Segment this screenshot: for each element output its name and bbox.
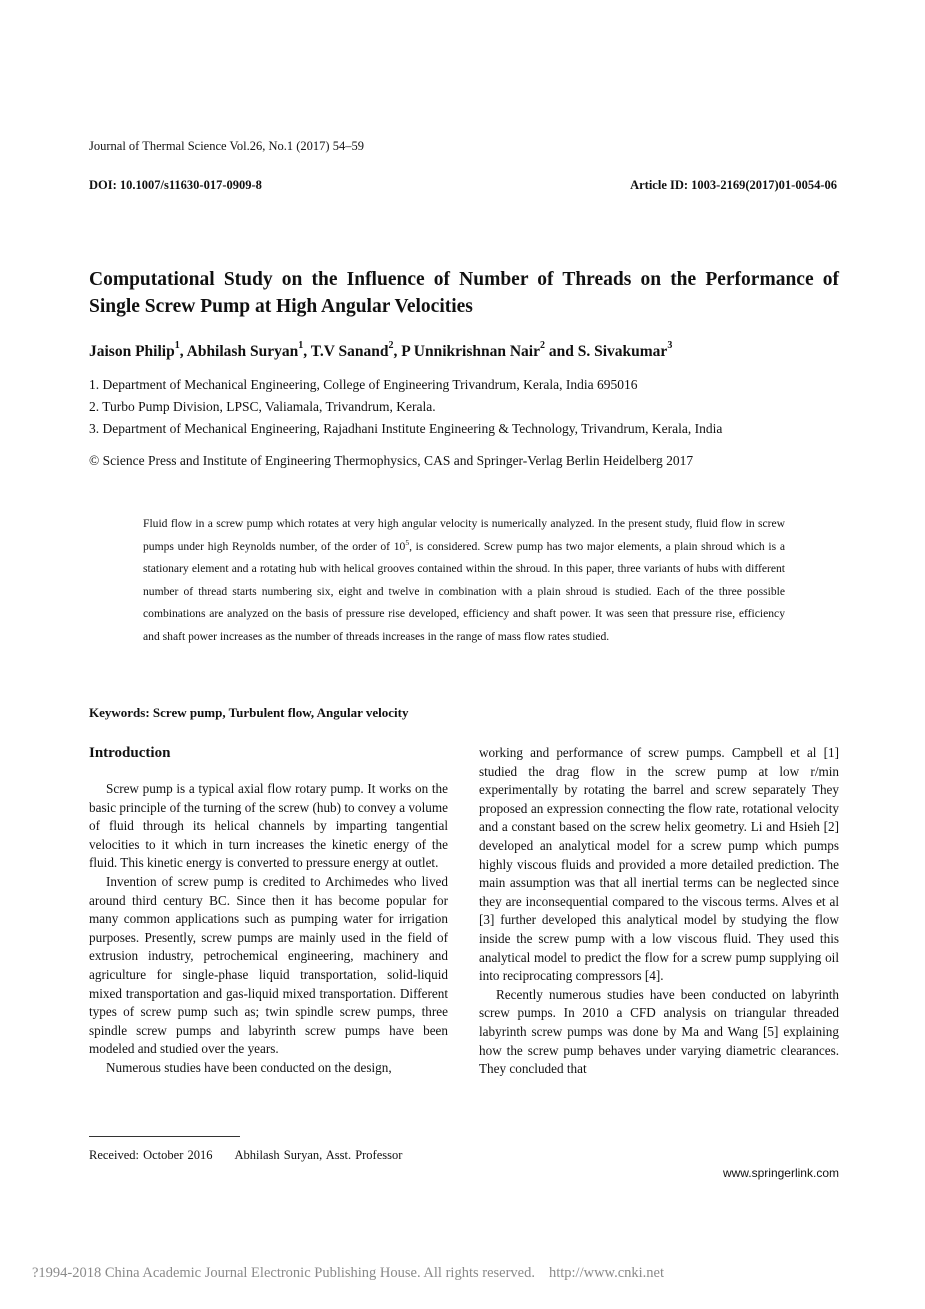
affiliation-item: 3. Department of Mechanical Engineering, Rajadhani Institute Engineering & Technology, Trivandrum, Kerala, India: [89, 421, 723, 436]
doi-label[interactable]: DOI: 10.1007/s11630-017-0909-8: [89, 178, 262, 192]
body-paragraph: Screw pump is a typical axial flow rotary pump. It works on the basic principle of the turning of the screw (hub) to convey a volume of fluid through its helical channels by imparting tangential velocities to it which in turn increases the kinetic energy of the fluid. This kinetic energy is converted to pressure energy at outlet.: [89, 781, 448, 871]
body-paragraph: Numerous studies have been conducted on the design,: [106, 1059, 392, 1075]
cnki-url[interactable]: http://www.cnki.net: [548, 1265, 665, 1281]
copyright-notice: © Science Press and Institute of Engineering Thermophysics, CAS and Springer-Verlag Berlin Heidelberg 2017: [89, 453, 694, 468]
author-name: P Unnikrishnan Nair: [401, 343, 540, 361]
author-name: Jaison Philip: [89, 343, 175, 361]
author-affiliation-mark: 1: [298, 340, 304, 351]
cnki-notice: ?1994-2018 China Academic Journal Electronic Publishing House. All rights reserved.: [32, 1265, 535, 1281]
author-affiliation-mark: 1: [174, 340, 180, 351]
abstract-text: Fluid flow in a screw pump which rotates at very high angular velocity is numerically analyzed. In the present study, fluid flow in screw pumps under high Reynolds number, of the order of 10: [143, 517, 785, 553]
author-affiliation-mark: 3: [667, 340, 673, 351]
section-heading-introduction: Introduction: [89, 745, 171, 761]
author-note: Abhilash Suryan, Asst. Professor: [234, 1148, 403, 1162]
abstract: [143, 513, 785, 648]
footnote-divider: [89, 1136, 240, 1137]
affiliation-item: 2. Turbo Pump Division, LPSC, Valiamala, Trivandrum, Kerala.: [89, 399, 436, 414]
springerlink-url[interactable]: www.springerlink.com: [722, 1166, 839, 1180]
body-paragraph: Recently numerous studies have been conducted on labyrinth screw pumps. In 2010 a CFD analysis on triangular threaded labyrinth screw pumps was done by Ma and Wang [5] explaining how the screw pump behaves under varying diametric clearances. They concluded that: [479, 986, 839, 1077]
author-name: T.V Sanand: [310, 343, 389, 361]
body-paragraph: Invention of screw pump is credited to Archimedes who lived around third century BC. Since then it has become popular for many common applications such as pumping water for irrigation purposes. Presently, screw pumps are mainly used in the field of extrusion industry, petrochemical engineering, machinery and agriculture for single-phase liquid transportation, solid-liquid mixed transportation and gas-liquid mixed transportation. Different types of screw pump such as; twin spindle screw pumps, three spindle screw pumps and labyrinth screw pumps have been modeled and studied over the years.: [89, 873, 448, 1057]
received-date: Received: October 2016: [89, 1148, 213, 1162]
reynolds-exponent: 5: [405, 537, 410, 547]
journal-citation: Journal of Thermal Science Vol.26, No.1 (2017) 54–59: [89, 139, 364, 153]
author-affiliation-mark: 2: [388, 340, 394, 351]
author-name: Abhilash Suryan: [186, 343, 299, 361]
body-paragraph: working and performance of screw pumps. Campbell et al [1] studied the drag flow in the screw pump at low r/min experimentally by rotating the barrel and screw separately They proposed an expression connecting the flow rate, rotational velocity and a constant based on the screw helix geometry. Li and Hsieh [2] developed an analytical model for a screw pump which pumps highly viscous fluids and provided a more detailed prediction. The main assumption was that all inertial terms can be neglected since they are inconsequential compared to the viscous terms. Alves et al [3] further developed this analytical model by studying the flow inside the screw pump with a low viscous fluid. They used this analytical model to predict the flow for a screw pump supplying oil into reciprocating compressors [4].: [479, 745, 839, 984]
affiliation-list: [89, 374, 722, 440]
footnote: [89, 1148, 402, 1163]
author-affiliation-mark: 2: [539, 340, 545, 351]
keywords: Keywords: Screw pump, Turbulent flow, Angular velocity: [89, 705, 409, 720]
body-column-left: [89, 780, 448, 1078]
affiliation-item: 1. Department of Mechanical Engineering, College of Engineering Trivandrum, Kerala, India 695016: [89, 377, 638, 392]
author-name: S. Sivakumar: [577, 343, 668, 361]
paper-title: Computational Study on the Influence of Number of Threads on the Performance of Single Screw Pump at High Angular Velocities: [89, 269, 839, 317]
author-list: Jaison Philip$^1$, Abhilash Suryan$^1$, T.V Sanand$^2$, P Unnikrishnan Nair$^2$ and S. Sivakumar$^3$: [89, 340, 673, 361]
body-column-right: [479, 744, 839, 1079]
article-id-label: Article ID: 1003-2169(2017)01-0054-06: [630, 178, 837, 192]
abstract-text: , is considered. Screw pump has two major elements, a plain shroud which is a stationary element and a rotating hub with helical grooves contained within the shroud. In this paper, three variants of hubs with different number of thread starts numbering six, eight and twelve in combination with a plain shroud is studied. Each of the three possible combinations are analyzed on the basis of pressure rise developed, efficiency and shaft power. It was seen that pressure rise, efficiency and shaft power increases as the number of threads increases in the range of mass flow rates studied.: [143, 539, 785, 643]
cnki-watermark: [32, 1265, 664, 1282]
